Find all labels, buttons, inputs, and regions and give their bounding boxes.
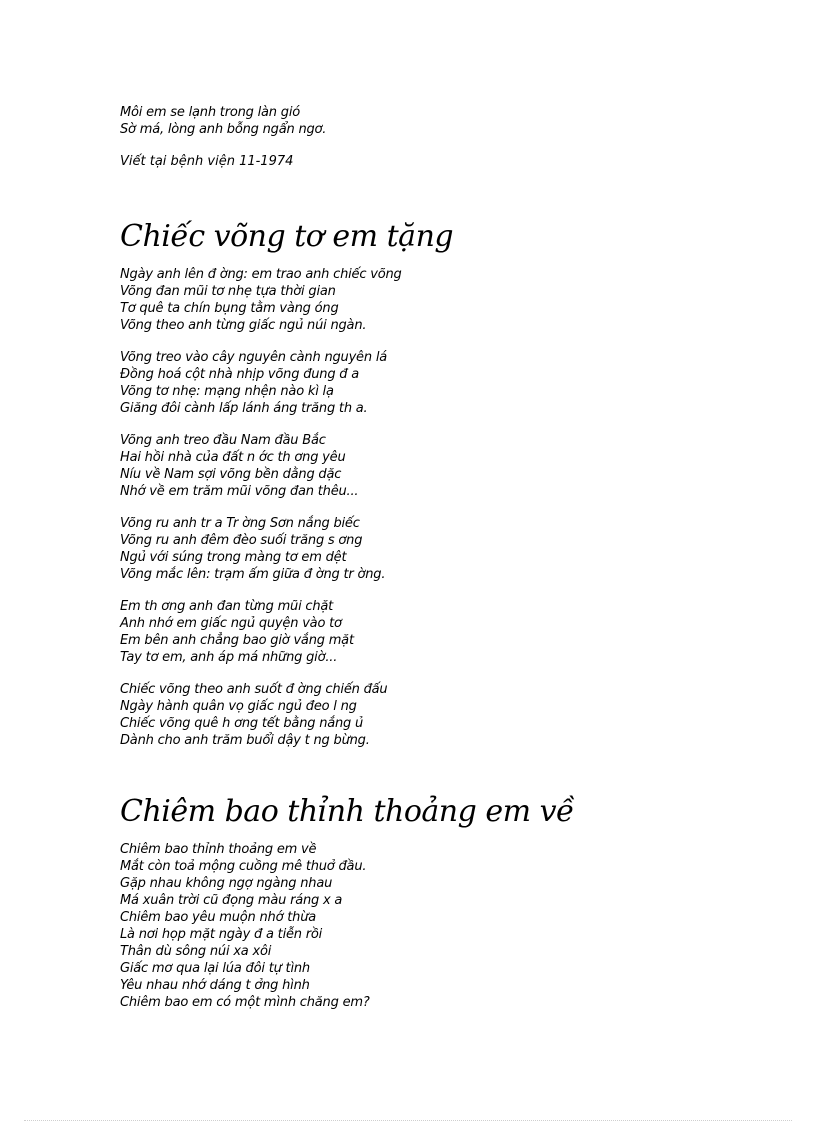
poem-line: Má xuân trời cũ đọng màu ráng x a bbox=[120, 893, 343, 908]
poem-chiem-bao bbox=[120, 793, 760, 1011]
poem-line: Yêu nhau nhớ dáng t ởng hình bbox=[120, 978, 310, 993]
poem-line: Nhớ về em trăm mũi võng đan thêu... bbox=[120, 484, 359, 499]
poem-line: Môi em se lạnh trong làn gió bbox=[120, 105, 300, 120]
poem-line: Võng mắc lên: trạm ấm giữa đ ờng tr ờng. bbox=[120, 567, 386, 582]
page-bottom-divider bbox=[24, 1120, 792, 1121]
poem-line: Hai hồi nhà của đất n ớc th ơng yêu bbox=[120, 450, 346, 465]
poem-line: Gặp nhau không ngợ ngàng nhau bbox=[120, 876, 333, 891]
poem-line: Võng tơ nhẹ: mạng nhện nào kì lạ bbox=[120, 384, 334, 399]
poem-line: Dành cho anh trăm buổi dậy t ng bừng. bbox=[120, 733, 370, 748]
poem-line: Võng đan mũi tơ nhẹ tựa thời gian bbox=[120, 284, 336, 299]
poem-line: Đồng hoá cột nhà nhịp võng đung đ a bbox=[120, 367, 360, 382]
poem-line: Ngày anh lên đ ờng: em trao anh chiếc võng bbox=[120, 267, 402, 282]
stanza bbox=[120, 432, 760, 500]
stanza bbox=[120, 349, 760, 417]
poem-line: Thân dù sông núi xa xôi bbox=[120, 944, 272, 959]
stanza bbox=[120, 515, 760, 583]
poem-line: Ngủ với súng trong màng tơ em dệt bbox=[120, 550, 347, 565]
document-page bbox=[120, 104, 760, 1026]
poem-title: Chiếc võng tơ em tặng bbox=[120, 219, 454, 254]
stanza bbox=[120, 841, 760, 1011]
poem-line: Võng ru anh tr a Tr ờng Sơn nắng biếc bbox=[120, 516, 360, 531]
poem-line: Là nơi họp mặt ngày đ a tiễn rồi bbox=[120, 927, 323, 942]
poem-line: Níu về Nam sợi võng bền dằng dặc bbox=[120, 467, 342, 482]
poem-line: Võng treo vào cây nguyên cành nguyên lá bbox=[120, 350, 388, 365]
poem-line: Chiếc võng quê h ơng tết bằng nắng ủ bbox=[120, 716, 364, 731]
poem-line: Chiêm bao em có một mình chăng em? bbox=[120, 995, 370, 1010]
poem-line: Anh nhớ em giấc ngủ quyện vào tơ bbox=[120, 616, 342, 631]
poem-line: Giấc mơ qua lại lúa đôi tự tình bbox=[120, 961, 310, 976]
stanza bbox=[120, 598, 760, 666]
poem-line: Chiêm bao yêu muộn nhớ thừa bbox=[120, 910, 317, 925]
written-note: Viết tại bệnh viện 11-1974 bbox=[120, 154, 294, 169]
poem-line: Sờ má, lòng anh bỗng ngẩn ngơ. bbox=[120, 122, 327, 137]
poem-line: Em th ơng anh đan từng mũi chặt bbox=[120, 599, 334, 614]
poem-chiec-vong bbox=[120, 218, 760, 749]
poem-line: Võng theo anh từng giấc ngủ núi ngàn. bbox=[120, 318, 367, 333]
intro-stanza bbox=[120, 104, 760, 138]
poem-line: Mắt còn toả mộng cuồng mê thuở đầu. bbox=[120, 859, 367, 874]
poem-line: Võng ru anh đêm đèo suối trăng s ơng bbox=[120, 533, 363, 548]
poem-line: Võng anh treo đầu Nam đầu Bắc bbox=[120, 433, 326, 448]
stanza bbox=[120, 266, 760, 334]
poem-line: Giăng đôi cành lấp lánh áng trăng th a. bbox=[120, 401, 368, 416]
poem-line: Tay tơ em, anh áp má những giờ... bbox=[120, 650, 338, 665]
stanza bbox=[120, 681, 760, 749]
poem-line: Ngày hành quân vọ giấc ngủ đeo l ng bbox=[120, 699, 357, 714]
poem-title: Chiêm bao thỉnh thoảng em về bbox=[120, 794, 574, 829]
poem-line: Chiêm bao thỉnh thoảng em về bbox=[120, 842, 317, 857]
poem-line: Tơ quê ta chín bụng tằm vàng óng bbox=[120, 301, 339, 316]
poem-line: Em bên anh chẳng bao giờ vắng mặt bbox=[120, 633, 354, 648]
intro-section bbox=[120, 104, 760, 170]
poem-line: Chiếc võng theo anh suốt đ ờng chiến đấu bbox=[120, 682, 388, 697]
